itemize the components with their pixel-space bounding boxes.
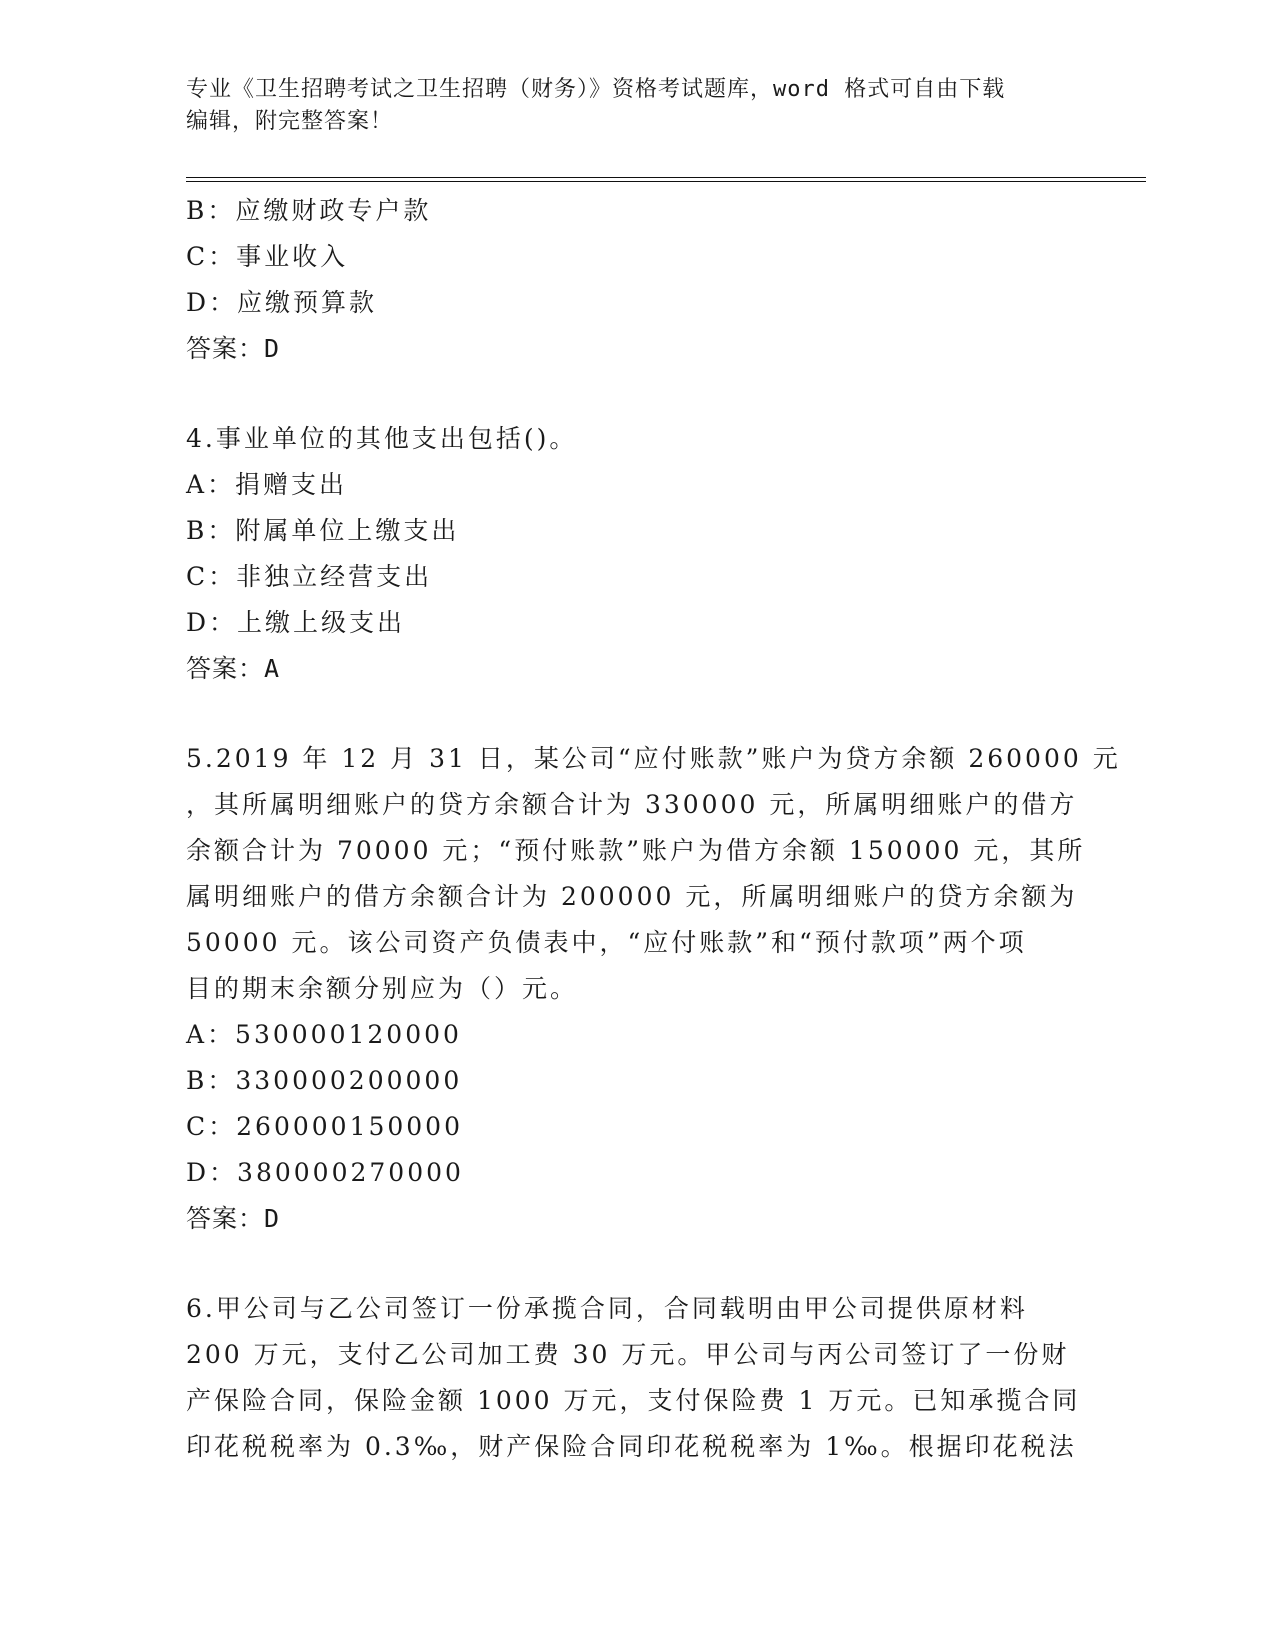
q4-option-a: A：捐赠支出 [186, 470, 348, 499]
question-4 [186, 416, 1086, 692]
question-3-tail [186, 188, 1086, 372]
document-header [186, 74, 1066, 138]
question-5 [186, 736, 1121, 1242]
q4-option-d: D：上缴上级支出 [186, 608, 406, 637]
q4-stem: 4.事业单位的其他支出包括()。 [186, 424, 578, 453]
header-divider-bottom [186, 181, 1146, 182]
q4-option-b: B：附属单位上缴支出 [186, 516, 460, 545]
header-line-1: 专业《卫生招聘考试之卫生招聘（财务）》资格考试题库，word 格式可自由下载 [186, 77, 1006, 102]
q5-stem-line: 目的期末余额分别应为（）元。 [186, 974, 579, 1003]
spacer [186, 692, 1086, 736]
q4-option-c: C：非独立经营支出 [186, 562, 433, 591]
q5-stem-line: 余额合计为 70000 元；“预付账款”账户为借方余额 150000 元，其所 [186, 836, 1086, 865]
q5-option-b: B：330000200000 [186, 1066, 463, 1095]
q3-answer: 答案：D [186, 334, 281, 363]
question-content [186, 188, 1121, 1470]
q6-stem-line: 印花税税率为 0.3‰，财产保险合同印花税税率为 1‰。根据印花税法 [186, 1432, 1077, 1461]
q6-stem-line: 6.甲公司与乙公司签订一份承揽合同，合同载明由甲公司提供原材料 [186, 1294, 1028, 1323]
question-6 [186, 1286, 1086, 1470]
q5-answer: 答案：D [186, 1204, 281, 1233]
q6-stem-line: 200 万元，支付乙公司加工费 30 万元。甲公司与丙公司签订了一份财 [186, 1340, 1070, 1369]
q5-stem-line: 50000 元。该公司资产负债表中，“应付账款”和“预付款项”两个项 [186, 928, 1027, 957]
header-line-2: 编辑，附完整答案！ [186, 109, 394, 134]
q4-answer: 答案：A [186, 654, 281, 683]
q5-option-d: D：380000270000 [186, 1158, 464, 1187]
q5-stem-line: 5.2019 年 12 月 31 日，某公司“应付账款”账户为贷方余额 260000 元 [186, 744, 1121, 773]
q5-option-c: C：260000150000 [186, 1112, 463, 1141]
q3-option-c: C：事业收入 [186, 242, 349, 271]
spacer [186, 1242, 1086, 1286]
q5-stem-line: 属明细账户的借方余额合计为 200000 元，所属明细账户的贷方余额为 [186, 882, 1078, 911]
q5-option-a: A：530000120000 [186, 1020, 462, 1049]
q3-option-d: D：应缴预算款 [186, 288, 378, 317]
spacer [186, 372, 1086, 416]
q6-stem-line: 产保险合同，保险金额 1000 万元，支付保险费 1 万元。已知承揽合同 [186, 1386, 1081, 1415]
q3-option-b: B：应缴财政专户款 [186, 196, 432, 225]
q5-stem-line: ，其所属明细账户的贷方余额合计为 330000 元，所属明细账户的借方 [186, 790, 1078, 819]
header-divider-top [186, 177, 1146, 178]
